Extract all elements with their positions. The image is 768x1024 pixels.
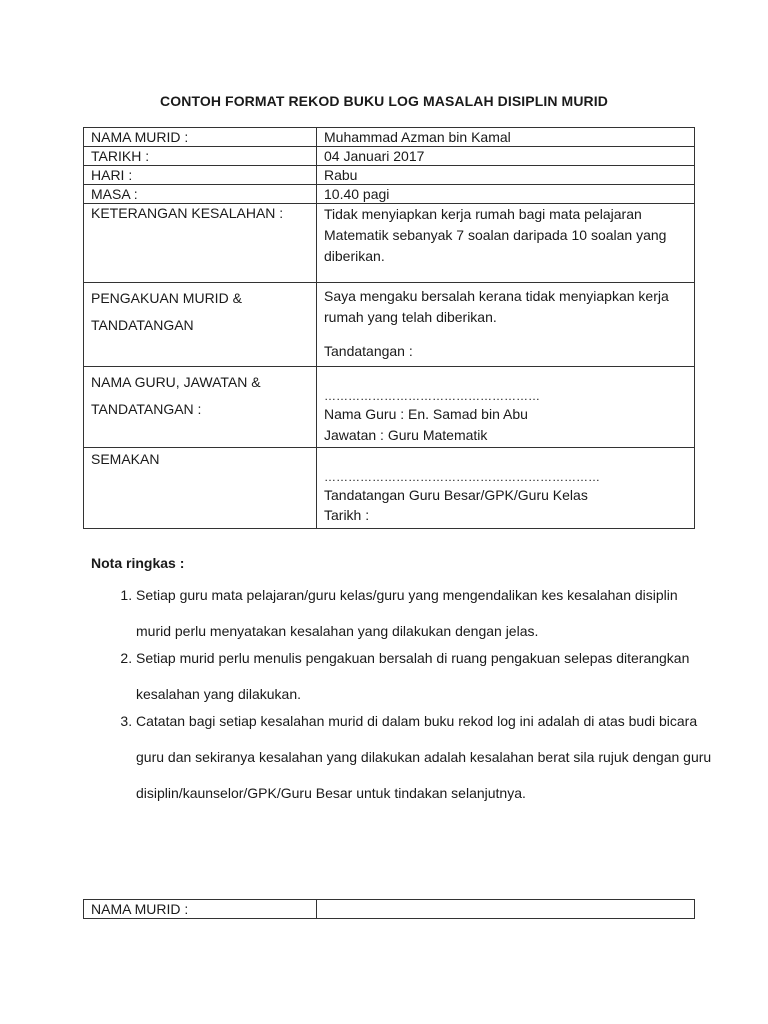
keterangan-label: KETERANGAN KESALAHAN : xyxy=(84,204,317,283)
nama-murid-label-2: NAMA MURID : xyxy=(84,900,317,919)
pengakuan-label-line2: TANDATANGAN xyxy=(91,317,194,333)
pengakuan-signature: Tandatangan : xyxy=(324,343,413,359)
pengakuan-label-cell xyxy=(84,283,317,367)
note-text-2: 2. Setiap murid perlu menulis pengakuan bersalah di ruang pengakuan selepas diterangkan kesalahan yang dilakukan. xyxy=(136,650,690,702)
nama-murid-label: NAMA MURID : xyxy=(84,128,317,147)
note-text-1: 1. Setiap guru mata pelajaran/guru kelas/guru yang mengendalikan kes kesalahan disiplin murid perlu menyatakan kesalahan yang dilakukan dengan jelas. xyxy=(136,587,678,639)
guru-jawatan: Jawatan : Guru Matematik xyxy=(324,427,488,443)
row-guru xyxy=(84,367,695,448)
note-item xyxy=(136,640,716,712)
row-tarikh xyxy=(84,147,695,166)
semakan-signature-dots: …………………………………………………………… xyxy=(324,470,600,484)
guru-value-cell xyxy=(317,367,695,448)
note-item xyxy=(136,577,716,649)
note-item xyxy=(136,703,716,811)
semakan-value-cell xyxy=(317,448,695,529)
guru-label-line2: TANDATANGAN : xyxy=(91,401,202,417)
row-nama-murid xyxy=(84,128,695,147)
guru-signature-dots: ……………………………………………… xyxy=(324,389,540,403)
row-nama-murid-2 xyxy=(84,900,695,919)
guru-label-line1: NAMA GURU, JAWATAN & xyxy=(91,374,261,390)
row-keterangan xyxy=(84,204,695,283)
semakan-tarikh: Tarikh : xyxy=(324,507,370,523)
guru-nama: Nama Guru : En. Samad bin Abu xyxy=(324,406,528,422)
hari-value: Rabu xyxy=(317,166,695,185)
log-record-table xyxy=(83,127,695,529)
note-text-3: 3. Catatan bagi setiap kesalahan murid di dalam buku rekod log ini adalah di atas budi bicara guru dan sekiranya kesalahan yang dilakukan adalah kesalahan berat sila rujuk dengan guru disiplin/kaunselor/GPK/Guru Besar untuk tindakan selanjutnya. xyxy=(136,713,712,801)
semakan-signature-label: Tandatangan Guru Besar/GPK/Guru Kelas xyxy=(324,487,588,503)
row-hari xyxy=(84,166,695,185)
tarikh-label: TARIKH : xyxy=(84,147,317,166)
nama-murid-value: Muhammad Azman bin Kamal xyxy=(317,128,695,147)
keterangan-value: Tidak menyiapkan kerja rumah bagi mata pelajaran Matematik sebanyak 7 soalan daripada 10 soalan yang diberikan. xyxy=(317,204,695,283)
pengakuan-value-cell xyxy=(317,283,695,367)
nama-murid-value-2 xyxy=(317,900,695,919)
guru-label-cell xyxy=(84,367,317,448)
pengakuan-label-line1: PENGAKUAN MURID & xyxy=(91,290,242,306)
tarikh-value: 04 Januari 2017 xyxy=(317,147,695,166)
masa-value: 10.40 pagi xyxy=(317,185,695,204)
pengakuan-statement: Saya mengaku bersalah kerana tidak menyiapkan kerja rumah yang telah diberikan. xyxy=(324,288,669,325)
notes-list xyxy=(100,586,716,811)
semakan-label: SEMAKAN xyxy=(84,448,317,529)
document-title: CONTOH FORMAT REKOD BUKU LOG MASALAH DISIPLIN MURID xyxy=(160,93,608,109)
notes-heading: Nota ringkas : xyxy=(91,555,185,571)
log-record-table-2 xyxy=(83,899,695,919)
hari-label: HARI : xyxy=(84,166,317,185)
row-semakan xyxy=(84,448,695,529)
row-pengakuan xyxy=(84,283,695,367)
row-masa xyxy=(84,185,695,204)
masa-label: MASA : xyxy=(84,185,317,204)
